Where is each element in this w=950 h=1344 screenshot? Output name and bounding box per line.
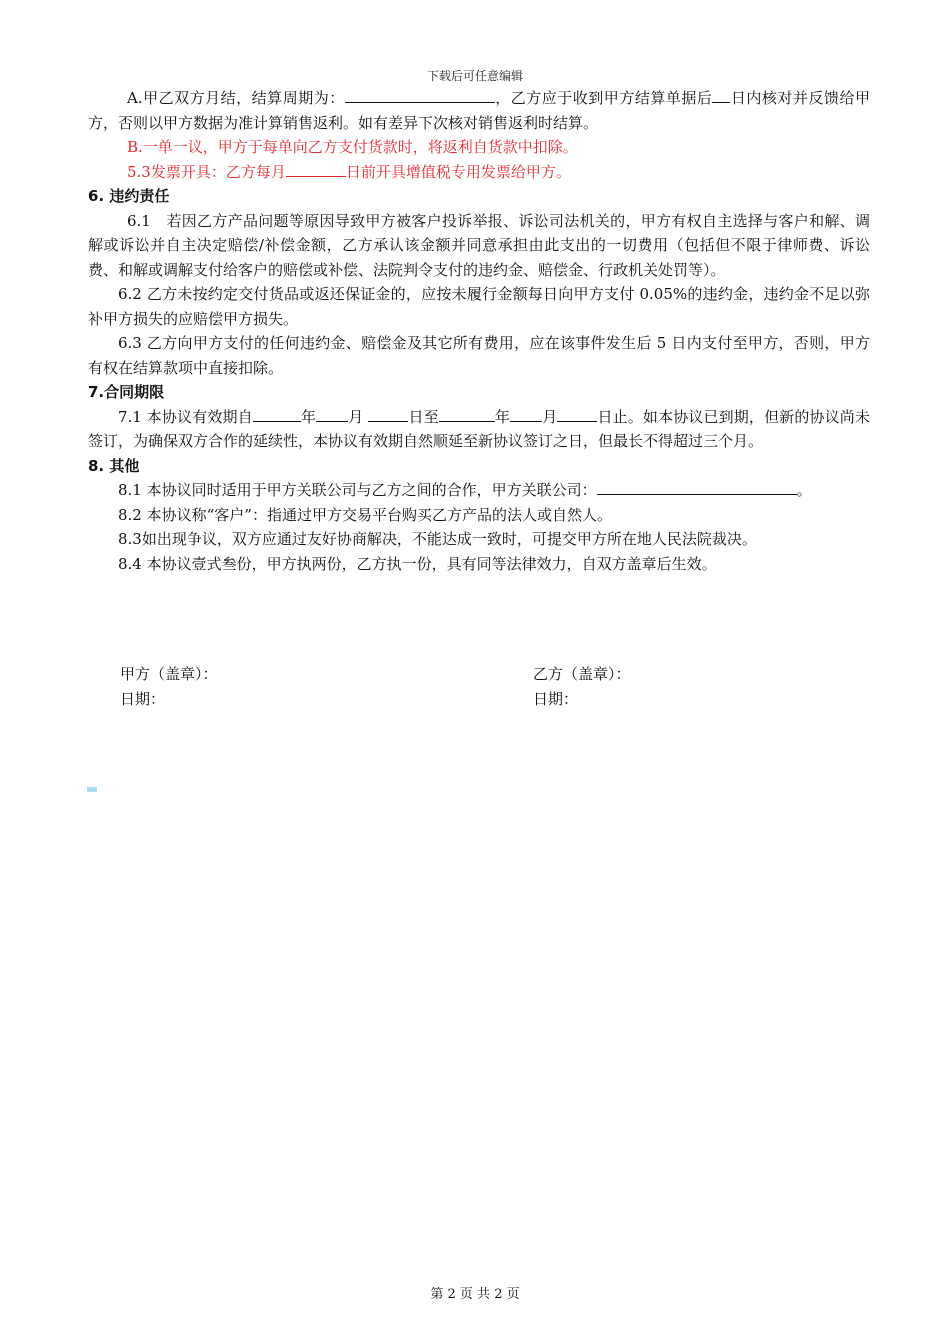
party-a-date-label: 日期： [120,690,166,708]
party-a-seal-label: 甲方（盖章）： [120,665,218,683]
end-month-blank[interactable] [510,406,542,422]
clause-5-3-post: 日前开具增值税专用发票给甲方。 [345,162,571,181]
clause-5a [88,86,870,135]
end-day-blank[interactable] [557,406,597,422]
party-b-signature [533,662,631,712]
clause-7-1-month2: 月 [542,407,558,426]
clause-7-1-tail: 日止。如本协议已到期，但新的协议尚未签订，为确保双方合作的延续性，本协议有效期自然顺延至新协议签订之日，但最长不得超过三个月。 [88,407,870,450]
section-8-title: 8. 其他 [88,456,140,475]
affiliate-company-blank[interactable] [597,479,797,495]
clause-6-3: 6.3 乙方向甲方支付的任何违约金、赔偿金及其它所有费用，应在该事件发生后 5 日内支付至甲方，否则，甲方有权在结算款项中直接扣除。 [88,334,870,377]
clause-5-3-pre: 5.3发票开具：乙方每月 [127,162,286,181]
clause-7-1-a: 7.1 本协议有效期自 [118,407,253,426]
clause-7-1-day1: 日至 [408,407,439,426]
clause-8-3: 8.3如出现争议，双方应通过友好协商解决，不能达成一致时，可提交甲方所在地人民法院裁决。 [118,530,757,548]
clause-7-1-year1: 年 [300,407,317,426]
party-b-date-label: 日期： [533,690,579,708]
clause-8-4: 8.4 本协议壹式叁份，甲方执两份，乙方执一份，具有同等法律效力，自双方盖章后生效。 [118,554,717,573]
section-7-title: 7.合同期限 [88,383,165,401]
clause-8-1 [88,478,870,503]
clause-8-1-post: 。 [796,481,812,499]
settlement-period-blank[interactable] [345,87,495,103]
start-day-blank[interactable] [368,406,408,422]
clause-6-1: 6.1 若因乙方产品问题等原因导致甲方被客户投诉举报、诉讼司法机关的，甲方有权自主选择与客户和解、调解或诉讼并自主决定赔偿/补偿金额，乙方承认该金额并同意承担由此支出的一切费用（包括但不限于律师费、诉讼费、和解或调解支付给客户的赔偿或补偿、法院判令支付的违约金、赔偿金、行政机关处罚等）。 [88,211,870,279]
party-a-signature [120,662,218,712]
clause-7-1 [88,405,870,454]
end-year-blank[interactable] [439,406,495,422]
clause-8-2: 8.2 本协议称“客户”：指通过甲方交易平台购买乙方产品的法人或自然人。 [118,505,612,524]
clause-5b: B.一单一议，甲方于每单向乙方支付货款时，将返利自货款中扣除。 [127,138,578,156]
section-6-title: 6. 违约责任 [88,187,170,205]
clause-5a-pre: A.甲乙双方月结，结算周期为： [127,89,345,107]
clause-7-1-month1: 月 [348,407,364,426]
clause-6-2: 6.2 乙方未按约定交付货品或返还保证金的，应按未履行金额每日向甲方支付 0.05%的违约金，违约金不足以弥补甲方损失的应赔偿甲方损失。 [88,285,870,328]
clause-5a-mid: ，乙方应于收到甲方结算单据后 [494,89,713,107]
start-month-blank[interactable] [316,406,348,422]
party-b-seal-label: 乙方（盖章）： [533,665,631,683]
clause-5a-post: 日内核对并反馈给甲方，否则以甲方数据为准计算销售返利。如有差异下次核对销售返利时结算。 [88,89,870,132]
cursor-marker [87,787,97,792]
clause-8-1-pre: 8.1 本协议同时适用于甲方关联公司与乙方之间的合作，甲方关联公司： [118,481,597,499]
days-blank[interactable] [712,87,730,103]
document-body [88,86,870,576]
page-header: 下载后可任意编辑 [426,69,523,83]
invoice-day-blank[interactable] [286,161,346,177]
clause-5-3 [88,160,870,185]
clause-7-1-year2: 年 [494,407,511,426]
page-footer: 第 2 页 共 2 页 [430,1287,520,1302]
start-year-blank[interactable] [253,406,301,422]
